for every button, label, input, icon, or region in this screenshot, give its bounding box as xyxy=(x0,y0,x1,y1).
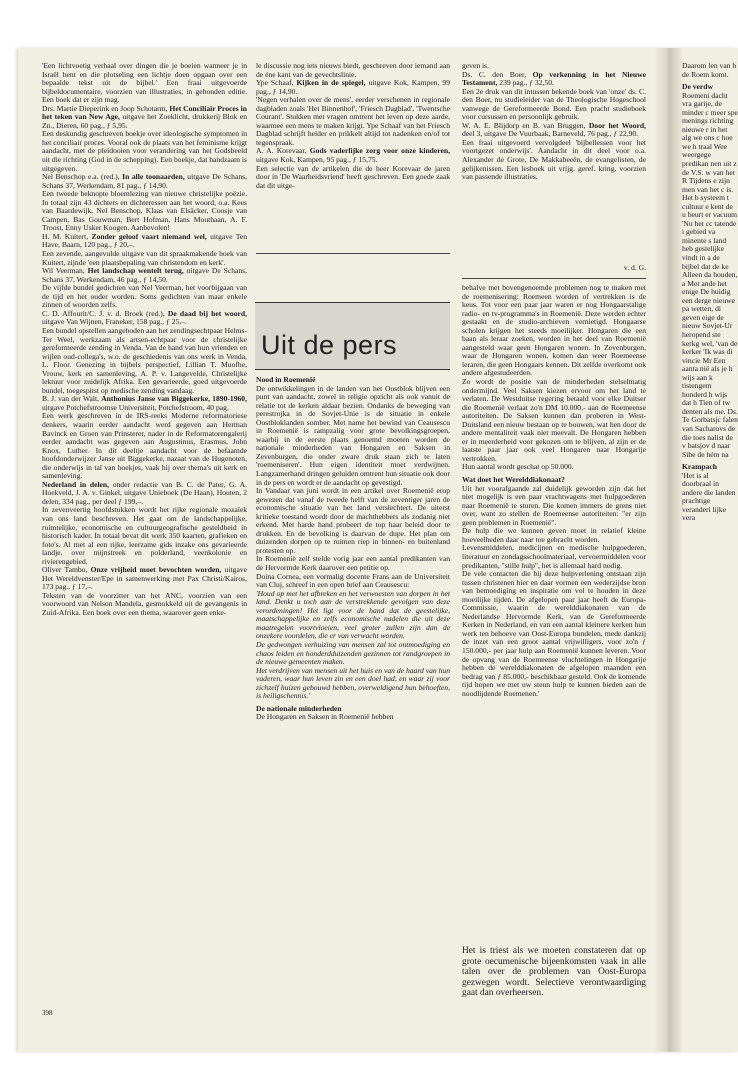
paragraph: De gedwongen verhuizing van mensen zal tot ontmoediging en chaos leiden en honderdduizenden gezinnen tot randgroepen in de nieuwe gemeenten maken. xyxy=(256,639,450,667)
paragraph: Een 2e druk van dit intussen bekende boek van 'onze' ds. C. den Boer, nu studieleider van de Theologische Hogeschool vanwege de Gereformeerde Bond. Een pracht studieboek voor cursussen en persoonlijk gebruik. xyxy=(462,86,646,122)
paragraph: Een werk geschreven in de IRS-reeks Moderne reformatoriese denkers, waarin eerder aandacht werd gegeven aan Herman Bavinck en Groen van Prinsterer, nader in de Reformatorengalerij eerder aandacht was gegeven aan Augustinus, Erasmus, John Knox, Luther. In dit deeltje aandacht voor de befaamde hoofdonderwijzer Janse uit Biggekerke, nazaat van de Hugenoten, die onderwijs in tal van boekjes, vaak hij over thema's uit kerk en samenleving. xyxy=(42,411,247,481)
paragraph: Zo wordt de positie van de minderheden stelselmatig ondermijnd. Veel Saksen kiezen ervoor om het land te verlaten. De Westduitse regering betaald voor elke Duitser die Roemenië verlaat zo'n DM 10.000,- aan de Roemeense autoriteiten. De Saksen kunnen dan proberen in West-Duitsland een nieuw bestaan op te bouwen, wat hen door de andere mentaliteit vaak niet meevalt. De Hongaren hebben er in meerderheid voor gekozen om te blijven, al zijn er de laatste paar jaar ook veel Hongaren naar Hongarije vertrokken. xyxy=(462,377,646,463)
paragraph: Roemeni dacht vra garije, de minder c meer spe menings richting nieuwe r in het alg we ons c hoe we h traal Wee weergege predikan nen uit z de V.S. w van het R Tijdens e zijn men van het c is. Het b systeem t cultuur e kent de u beurt er vacuum xyxy=(682,90,738,220)
paragraph: behalve met bovengenoemde problemen nog te maken met de roemenisering: Roemeen worden of vertrekken is de keus. Tot voor een paar jaar waren er nog Hongaarstalige radio- en tv-programma's in Roemenië. Deze werden echter gestaakt en de studio-archieven vernietigd. Hongaarse scholen krijgen het steeds moeilijker. Hongaren die een baan als leraar zoeken, worden in het deel van Roemenië aangesteld waar geen Hongaren wonen. In Zevenburgen, waar de Hongaren wonen, komen dan weer Roemeense leraren, die geen Hongaars kennen. Dit zelfde overkomt ook andere afgestudeerden. xyxy=(462,284,646,378)
paragraph: B. J. van der Walt, Anthonius Janse van Biggekerke, 1890-1960, uitgave Potchefstroomse Universiteit, Potchefstroom, 40 pag. xyxy=(42,394,247,412)
paragraph: Een deskundig geschreven boekje over ideologische symptomen in het conciliair proces. Vooral ook de plaats van het feminisme krijgt aandacht, met de pleidooien voor verandering van het Godsbeeld uit die richting (God in de schepping). Een boekje, dat handzaam is uitgegeven. xyxy=(42,129,247,173)
paragraph: geven is. xyxy=(462,62,489,70)
paragraph: Het verdrijven van mensen uit het huis en van de haard van hun vaderen, waar hun leven zin en een doel had, en waar zij voor zichzelf huizen gebouwd hebben, overweldigend hun behoeften, is heiligschennis.' xyxy=(256,665,450,701)
section-title: Uit de pers xyxy=(261,330,398,360)
paragraph: Ds. C. den Boer, Op verkenning in het Nieuwe Testament, 239 pag., ƒ 32,50. xyxy=(462,69,646,88)
paragraph: A. A. Korevaar, Gods vaderlijke zorg voor onze kinderen, uitgave Kok, Kampen, 95 pag., ƒ 15,75. xyxy=(256,146,450,165)
paragraph: De hulp die we kunnen geven moet in relatief kleine hoeveelheden daar naar toe gebracht worden. xyxy=(462,526,646,544)
paragraph: In zevenveertig hoofdstukken wordt het rijke regionale mozaïek van ons land beschreven. Het gaat om de landschappelijke, ruimtelijke, economische en cultuurgeografische gesteldheid in historisch kader. In totaal bevat dit werk 350 kaarten, grafieken en foto's. Al met al een rijke, leerzame gids inzake ons gevarieerde landje, over mijnstreek en polderland, veenkolonie en rivierengebied. xyxy=(42,505,247,566)
paragraph: In Roemenië zelf stelde vorig jaar een aantal predikanten van de Hervormde Kerk daarover een petitie op. xyxy=(256,554,450,573)
paragraph: Een selectie van de artikelen die de heer Korevaar de jaren door in 'De Waarheidsvriend' heeft geschreven. Een goede zaak dat dit uitge- xyxy=(256,163,450,190)
column-article-1 xyxy=(256,372,450,1002)
column-article-3-cropped xyxy=(682,62,738,1002)
paragraph: Hun aantal wordt geschat op 50.000. xyxy=(462,462,574,472)
section-header-box xyxy=(255,302,450,370)
paragraph: De Hongaren en Saksen in Roemenië hebben xyxy=(256,712,394,722)
paragraph: Oliver Tambo, Onze vrijheid moet bevochten worden, uitgave Het Wereldvenster/Epe in samenwerking met Pax Christi/Kairos, 173 pag., ƒ 17,–. xyxy=(42,565,247,592)
paragraph: In Vandaar van juni wordt in een artikel over Roemenië erop gewezen dat vanaf de tweede helft van de zeventiger jaren de economische situatie van het land verslechtert. De uiterst kritieke toestand wordt door de machthebbers als zodanig niet erkend. Met harde hand probeert de top haar beleid door te drukken. En de bevolking is daarvan de dupe. Het plan om duizenden dorpen op te ruimen riep in binnen- en buitenland protesten op. xyxy=(256,486,450,555)
subheading: Nood in Roemenië xyxy=(256,375,316,384)
paragraph: Een tweede beknopte bloemlezing van nieuwe christelijke poëzie. In totaal zijn 43 dichters en dichteressen aan het woord, o.a. Kees van Baardewijk, Nel Benschop, Klaas van Elsäcker, Coosje van Campen, Bas Gouwman, Bert Hofman, Hans Mouthaan, A. F. Troost, Enny Usker Koogen. Aanbevolen! xyxy=(42,189,247,233)
paragraph: Een fraai uitgevoerd vervolgdeel 'bijbellessen voor het voortgezet onderwijs'. Aandacht in dit deel voor o.a. Alexander de Grote, De Makkabeeën, de evangelisten, de gelijkenissen. Een lesboek uit vrijg. geref. kring, voorzien van passende illustraties. xyxy=(462,137,646,182)
book-gutter xyxy=(654,48,682,1052)
paragraph: Wil Veerman, Het landschap wentelt terug, uitgave De Schans, Schans 37, Werkendam, 46 pag., ƒ 14,50. xyxy=(42,266,247,284)
column-book-reviews-1 xyxy=(42,62,247,1002)
pull-quote: Het is triest als we moeten constateren dat op grote oecumenische bijeenkomsten vaak in alle talen over de problemen van Oost-Europa gezwegen wordt. Selectieve verontwaardiging gaat dan overheersen. xyxy=(462,946,646,999)
paragraph: Uit het voorafgaande zal duidelijk geworden zijn dat het niet mogelijk is een paar vrachtwagens met hulpgoederen naar Roemenië te sturen. Die komen immers de grens niet over, want zo stellen de Roemeense autoriteiten: "er zijn geen problemen in Roemenië". xyxy=(462,483,646,527)
paragraph: le discussie nog iets nieuws biedt, geschreven door iemand aan de éne kant van de gevechtslinie. xyxy=(256,62,450,79)
subheading: De nationale minderheden xyxy=(256,703,342,713)
page-number: 398 xyxy=(42,1009,53,1017)
paragraph: Een zevende, aangevulde uitgave van dit spraakmakende boek van Kuitert, zijnde 'een plaatsbepaling van christendom en kerk'. xyxy=(42,249,247,267)
paragraph: Teksten van de voorzitter van het ANC, voorzien van een voorwoord van Nelson Mandela, gesmokkeld uit de gevangenis in Zuid-Afrika. Een boek over een thema, waarover geen enke- xyxy=(42,590,247,617)
paragraph: De vijfde bundel gedichten van Nel Veerman, het voorbijgaan van de tijd en het ouder worden. Soms gedichten van maar enkele zinnen of woorden zelfs. xyxy=(42,283,247,310)
paragraph: 'Nu het cc tatende i gebied va minente s land heb gestelijke vindt in a de bijbel dat de ke Alleen da houden, a Met ande het enige De huidig een derge nieuwe pa wetten, di geven eige de nieuw Sovjet-Ur heropend ste kerkg wel, 'van de kerker 'Ik was di vincie Mr Een aanta nië als je h wijs aan k tistengem honderd h wijs dat h Tien of tw denten als me. Ds. Te Gorbatsjc falen van Sacharovs de die toes nalist de v batsjov d naar Sibe de hém na xyxy=(682,218,738,459)
paragraph: H. M. Kuitert, Zonder geloof vaart niemand wel, uitgave Ten Have, Baarn, 120 pag., ƒ 20,–. xyxy=(42,231,247,250)
paragraph: Nel Benschop e.a. (red.), In alle toonaarden, uitgave De Schans, Schans 37, Werkendam, 81 pag., ƒ 14,90. xyxy=(42,172,247,190)
paragraph: Nederland in delen, onder redactie van B. C. de Pater, G. A. Hoekveld, J. A. v. Ginkel, uitgave Unieboek (De Haan), Houten, 2 delen, 334 pag., per deel ƒ 199,–. xyxy=(42,479,247,506)
paragraph: C. D. Affourit/C. J. v. d. Broek (red.), De daad bij het woord, uitgave Van Wijnen, Franeker, 158 pag., ƒ 25,–. xyxy=(42,308,247,327)
subheading: De verdw xyxy=(682,82,713,92)
paragraph: 'Houd op met het afbreken en het verwoesten van dorpen in het land. Denkt u toch aan de verstrekkende gevolgen van deze verordeningen! Het ligt voor de hand dat de geestelijke, maatschappelijke en zelfs economische nadelen die uit deze maatregelen voortvloeien, veel groter zullen zijn dan de onzekere voordelen, die er van verwacht worden. xyxy=(256,588,450,641)
paragraph: Doina Cornea, een vormalig docente Frans aan de Universiteit van Cluj, schreef in een open brief aan Ceausescu: xyxy=(256,571,450,590)
paragraph: Levensmiddelen, medicijnen en medische hulpgoederen, literatuur en zondagsschoolmateriaal, vervoermiddelen voor predikanten, "stille hulp", het is allemaal hard nodig. xyxy=(462,543,646,570)
subheading: Krampach xyxy=(682,462,718,472)
subheading: Wat doet het Werelddiakonaat? xyxy=(462,475,565,485)
paragraph: Daarom len van h de Roem komt. xyxy=(682,62,737,79)
paragraph: De vele contacten die bij deze hulpverlening ontstaan zijn tussen christenen hier en daar vormen een wederzijdse bron van bemoediging en inspiratie om vol te houden in deze moeilijke tijden. De afgelopen paar jaar heeft de Europa-Commissie, waarin de werelddiakonaten van de Nederlandse Hervormde Kerk, van de Gereformeerde Kerken in Nederland, en van een aantal kleinere kerken hun werk ten behoeve van Oost-Europa bundelen, mede dankzij de inzet van een groot aantal vrijwilligers, voor zo'n ƒ 150.000,- per jaar hulp aan Roemenië kunnen leveren. Voor de opvang van de Roemeense vluchtelingen in Hongarije hebben de werelddiakonaten de afgelopen maanden een bedrag van ƒ 85.000,- beschikbaar gesteld. Ook de komende tijd hopen we met uw steun hulp te kunnen bieden aan de noodlijdende Roemenen.' xyxy=(462,569,646,698)
paragraph: W. A. E. Blijdorp en B. van Bruggen, Door het Woord, deel 3, uitgave De Vuurbaak, Barneveld, 76 pag., ƒ 22,90. xyxy=(462,120,646,139)
section-rule-right xyxy=(462,278,646,279)
paragraph: Een bundel opstellen aangeboden aan het zendingsechtpaar Helms-Ter Weel, werkzaam als artsen-echtpaar voor de christelijke gereformeerde zending in Venda. Van de hand van hun vrienden en wijlen oud-collega's, w.o. de geschiedenis van ons werk in Venda, L. Floor. Genezing in bijbels perspectief, Lillian T. Muofhe, Vrouw, kerk en samenleving, A. P. v. Langevelde, Christelijke lektuur voor zuidelijk Afrika. Een gevarieerde, goed uitgevoerde bundel, toegespitst op medische zending vandaag. xyxy=(42,325,247,395)
paragraph: 'Negen verhalen over de mens', eerder verschenen in regionale dagbladen zoals 'Het Binnenhof', 'Friesch Dagblad', 'Twentsche Courant'. Stukken met vragen omtrent het leven op deze aarde, waarmee een mens te maken krijgt. Ype Schaaf van het Friesch Dagblad schrijft helder en prikkelt altijd tot nadenken en/of tot tegenspraak. xyxy=(256,95,450,147)
signature: v. d. G. xyxy=(623,264,646,272)
paragraph: Drs. Martie Dieperink en Joop Schotarm, Het Conciliair Proces in het teken van New Age, uitgave het Zoeklicht, drukkerij Blok en Zn., Dieren, 60 pag., ƒ 5,95. xyxy=(42,103,247,130)
paragraph: Ype Schaaf, Kijken in de spiegel, uitgave Kok, Kampen, 99 pag., ƒ 14,90. xyxy=(256,78,450,96)
paragraph: De ontwikkelingen in de landen van het Oostblok blijven een punt van aandacht, zowel in religie opzicht als ook vanuit de relatie tot de kerken aldaar bezien. Ondanks de beweging van perestrojka in de Sovjet-Unie is de situatie in enkele Oostbloklanden somber. Met name het bewind van Ceausescu in Roemenië is rampzalig voor grote bevolkingsgroepen, waarbij in de eerste plaats genoemd moeten worden de nationale minderheden van Hongaren en Saksen in Zevenburgen, die onder zware druk staan zich te laten 'roemeniseren'. Hun eigen identiteit moet verdwijnen. Langzamerhand dringen geluiden omtrent hun situatie ook door in de pers en wordt er de aandacht op gevestigd. xyxy=(256,383,450,487)
paragraph: 'Het is al doorbraal in andere die landen prachtige veranderi lijke vera xyxy=(682,470,736,523)
paragraph: 'Een lichtvoetig verhaal over dingen die je boeien wanneer je in Israël bent en die plotseling een lichtje doen opgaan over een bepaalde tekst uit de bijbel.' Een fraai uitgevoerde bijbeldocumentaire, voorzien van illustraties, in gebonden editie. Een boek dat er zijn mag. xyxy=(42,62,247,105)
column-article-2 xyxy=(462,284,646,944)
column-book-reviews-2 xyxy=(256,62,450,250)
column-book-reviews-3 xyxy=(462,62,646,262)
section-rule-left xyxy=(256,253,450,254)
